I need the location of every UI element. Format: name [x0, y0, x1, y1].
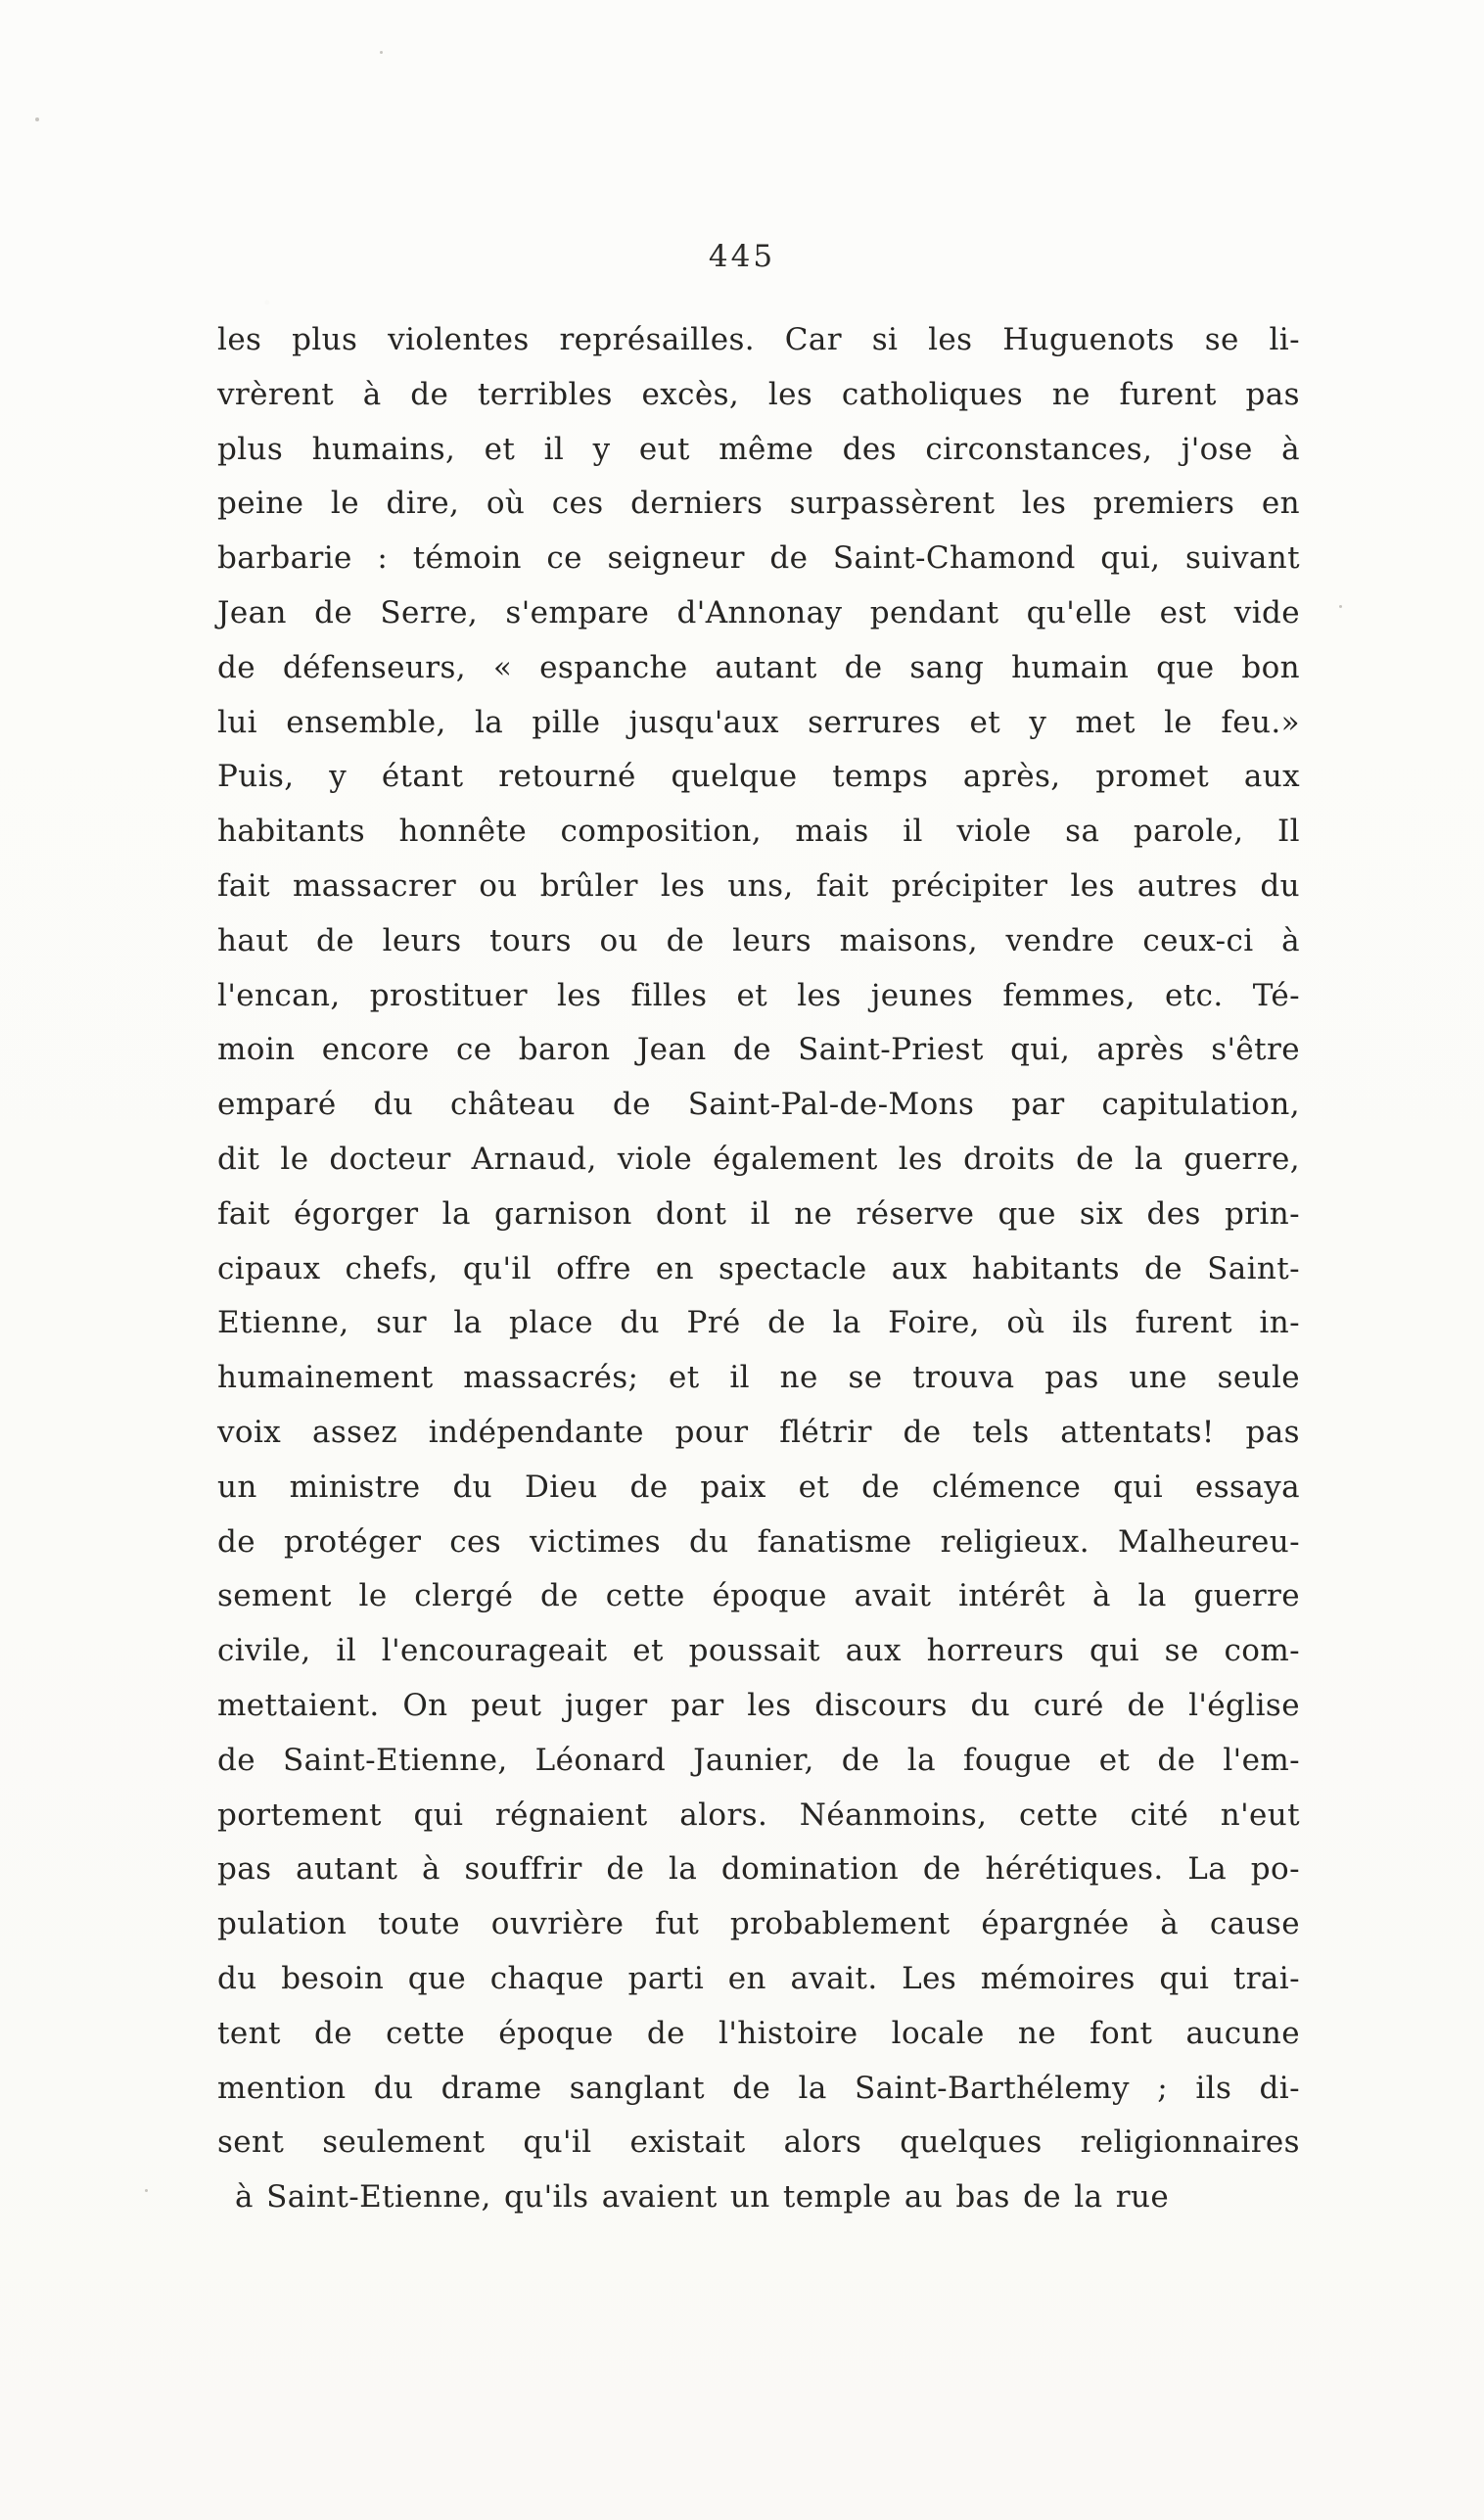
text-line: haut de leurs tours ou de leurs maisons, vendre ceux-ci à — [217, 922, 1300, 958]
text-line: un ministre du Dieu de paix et de clémence qui essaya — [217, 1469, 1300, 1505]
text-line: Puis, y étant retourné quelque temps après, promet aux — [217, 759, 1300, 795]
text-line: pulation toute ouvrière fut probablement épargnée à cause — [217, 1906, 1300, 1942]
text-line: peine le dire, où ces derniers surpassèrent les premiers en — [217, 486, 1300, 522]
scan-speck — [145, 2189, 148, 2192]
body-text — [217, 313, 1300, 2225]
text-line: barbarie : témoin ce seigneur de Saint-Chamond qui, suivant — [217, 540, 1300, 577]
text-line: Etienne, sur la place du Pré de la Foire, où ils furent in- — [217, 1305, 1300, 1341]
text-line: mettaient. On peut juger par les discours du curé de l'église — [217, 1687, 1300, 1723]
text-line: habitants honnête composition, mais il viole sa parole, Il — [217, 814, 1300, 850]
text-line: de Saint-Etienne, Léonard Jaunier, de la fougue et de l'em- — [217, 1742, 1300, 1778]
text-line: dit le docteur Arnaud, viole également les droits de la guerre, — [217, 1141, 1300, 1177]
text-line: fait égorger la garnison dont il ne réserve que six des prin- — [217, 1195, 1300, 1232]
text-line: sement le clergé de cette époque avait intérêt à la guerre — [217, 1578, 1300, 1614]
text-line: civile, il l'encourageait et poussait aux horreurs qui se com- — [217, 1633, 1300, 1669]
text-line: voix assez indépendante pour flétrir de tels attentats! pas — [217, 1414, 1300, 1450]
text-line: fait massacrer ou brûler les uns, fait précipiter les autres du — [217, 867, 1300, 904]
text-line: sent seulement qu'il existait alors quelques religionnaires — [217, 2124, 1300, 2161]
text-line: moin encore ce baron Jean de Saint-Priest qui, après s'être — [217, 1032, 1300, 1068]
text-line: plus humains, et il y eut même des circonstances, j'ose à — [217, 431, 1300, 467]
text-line: l'encan, prostituer les filles et les jeunes femmes, etc. Té- — [217, 977, 1300, 1013]
text-line: Jean de Serre, s'empare d'Annonay pendant qu'elle est vide — [217, 594, 1300, 630]
text-line: de protéger ces victimes du fanatisme religieux. Malheureu- — [217, 1523, 1300, 1560]
text-line: vrèrent à de terribles excès, les catholiques ne furent pas — [217, 376, 1300, 412]
text-line: à Saint-Etienne, qu'ils avaient un temple au bas de la rue — [235, 2179, 1170, 2216]
text-line: portement qui régnaient alors. Néanmoins, cette cité n'eut — [217, 1797, 1300, 1833]
text-line: tent de cette époque de l'histoire locale ne font aucune — [217, 2015, 1300, 2051]
page-number: 445 — [708, 239, 776, 274]
text-line: lui ensemble, la pille jusqu'aux serrures et y met le feu.» — [217, 704, 1300, 740]
text-line: pas autant à souffrir de la domination de hérétiques. La po- — [217, 1851, 1300, 1888]
text-line: les plus violentes représailles. Car si les Huguenots se li- — [217, 322, 1300, 357]
text-line: emparé du château de Saint-Pal-de-Mons par capitulation, — [217, 1087, 1300, 1123]
text-line: du besoin que chaque parti en avait. Les mémoires qui trai- — [217, 1960, 1300, 1996]
text-line: mention du drame sanglant de la Saint-Barthélemy ; ils di- — [217, 2070, 1300, 2106]
text-line: humainement massacrés; et il ne se trouva pas une seule — [217, 1360, 1300, 1396]
text-line: cipaux chefs, qu'il offre en spectacle aux habitants de Saint- — [217, 1250, 1300, 1286]
text-line: de défenseurs, « espanche autant de sang humain que bon — [217, 649, 1300, 685]
scan-speck — [35, 117, 39, 121]
scan-speck — [380, 51, 383, 54]
scan-speck — [1339, 605, 1342, 608]
